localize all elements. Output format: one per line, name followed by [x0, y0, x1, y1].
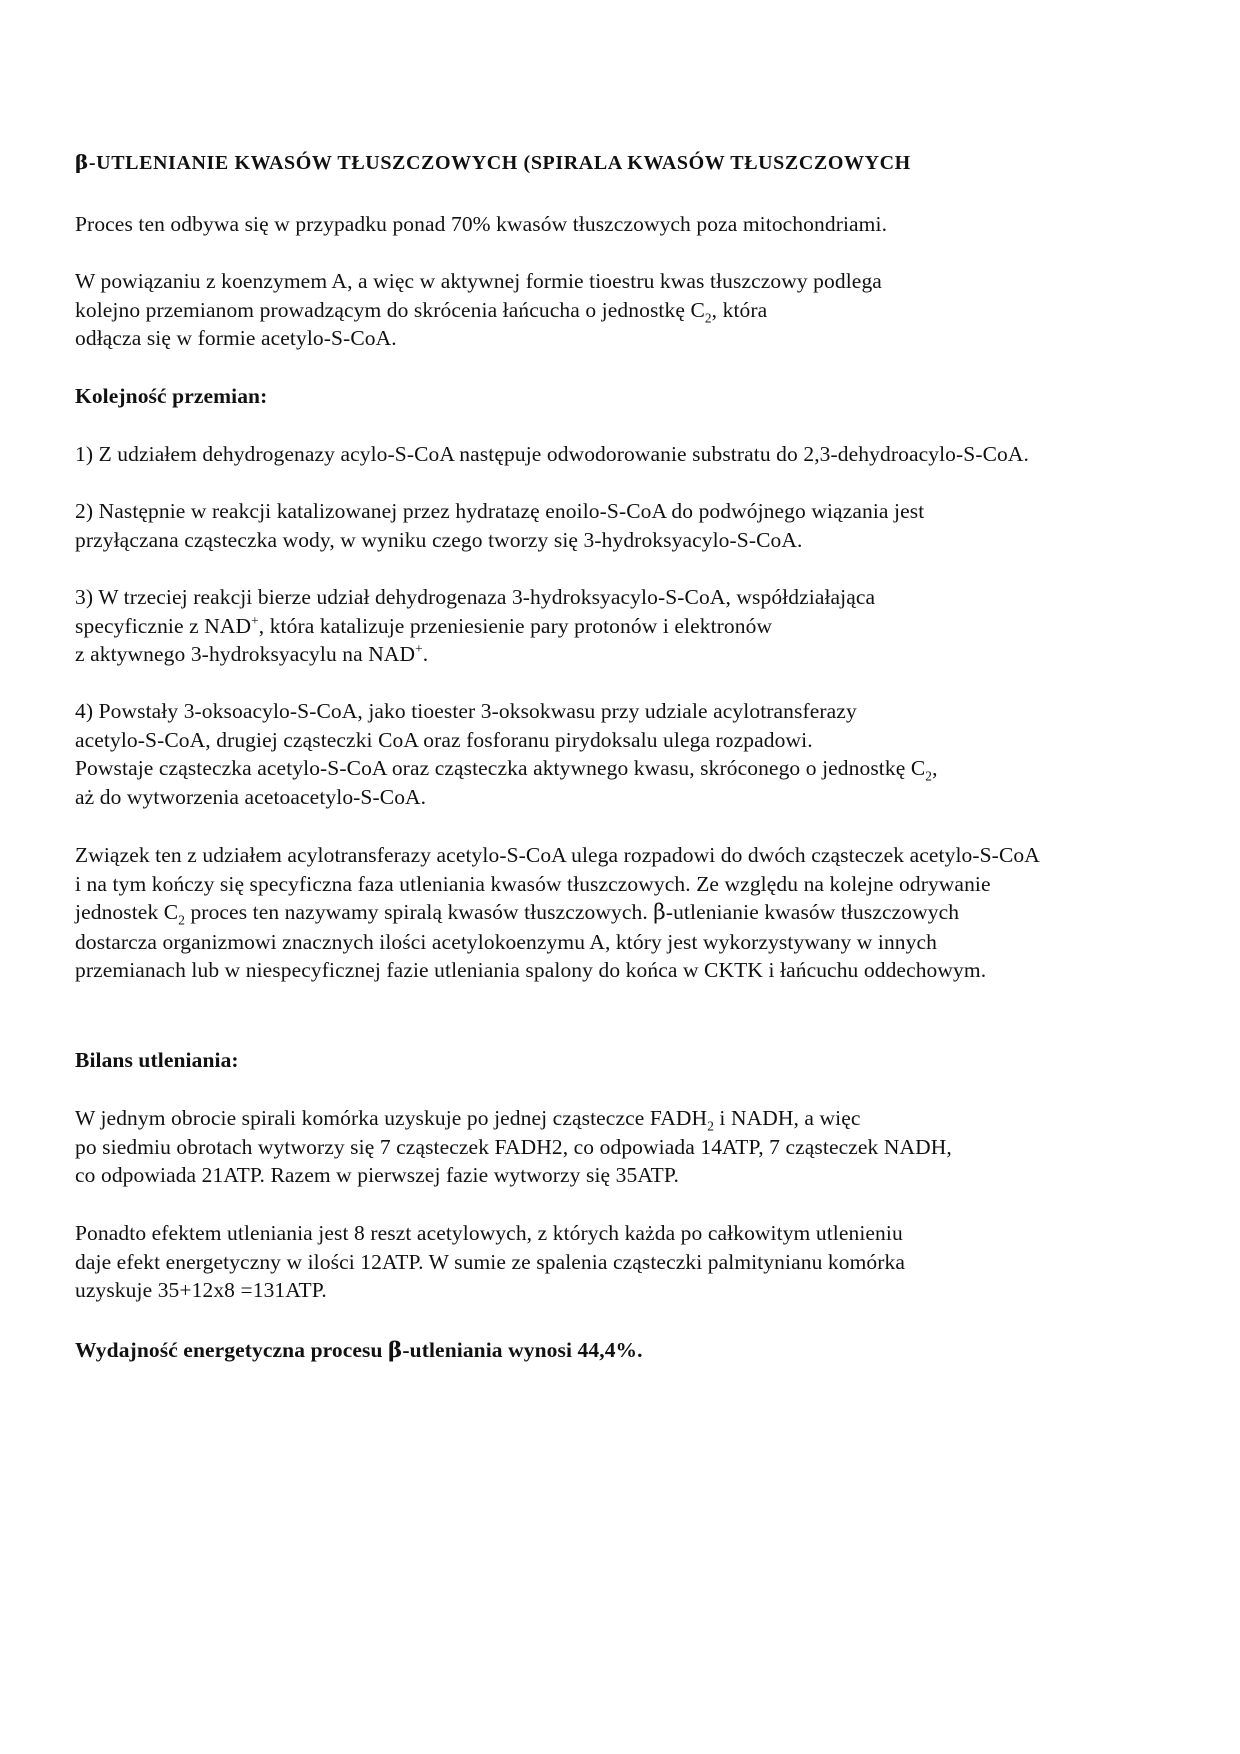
balance-paragraph-2: Ponadto efektem utleniania jest 8 reszt acetylowych, z których każda po całkowitym utlenieniu daje efekt energetyczny w ilości 12ATP. W sumie ze spalenia cząsteczki palmitynianu komórka uzyskuje 35+12x8 =131ATP.	[75, 1221, 906, 1302]
step-1: 1) Z udziałem dehydrogenazy acylo-S-CoA następuje odwodorowanie substratu do 2,3-dehydroacylo-S-CoA.	[75, 442, 1029, 466]
title-text: -UTLENIANIE KWASÓW TŁUSZCZOWYCH (SPIRALA KWASÓW TŁUSZCZOWYCH	[88, 152, 911, 174]
beta-symbol: β	[75, 150, 89, 174]
intro-paragraph: Proces ten odbywa się w przypadku ponad 70% kwasów tłuszczowych poza mitochondriami.	[75, 212, 888, 236]
step-2: 2) Następnie w reakcji katalizowanej przez hydratazę enoilo-S-CoA do podwójnego wiązania jest przyłączana cząsteczka wody, w wyniku czego tworzy się 3-hydroksyacylo-S-CoA.	[75, 499, 925, 552]
page-title	[75, 148, 911, 178]
section-heading-balance: Bilans utleniania:	[75, 1048, 239, 1072]
section-heading-sequence: Kolejność przemian:	[75, 384, 268, 408]
coenzyme-paragraph: W powiązaniu z koenzymem A, a więc w aktywnej formie tioestru kwas tłuszczowy podlega kolejno przemianom prowadzącym do skrócenia łańcucha o jednostkę $C_2$, która odłącza się w formie acetylo-S-CoA.	[75, 269, 882, 350]
conclusion-statement: Wydajność energetyczna procesu β-utleniania wynosi 44,4%.	[75, 1338, 643, 1363]
step-3: 3) W trzeciej reakcji bierze udział dehydrogenaza 3-hydroksyacylo-S-CoA, współdziałająca specyficznie z NAD+, która katalizuje przeniesienie pary protonów i elektronów z aktywnego 3-hydroksyacylu na NAD+.	[75, 585, 876, 666]
summary-paragraph: Związek ten z udziałem acylotransferazy acetylo-S-CoA ulega rozpadowi do dwóch cząsteczek acetylo-S-CoA i na tym kończy się specyficzna faza utleniania kwasów tłuszczowych. Ze względu na kolejne odrywanie jednostek $C_2$ proces ten nazywamy spiralą kwasów tłuszczowych. β-utlenianie kwasów tłuszczowych dostarcza organizmowi znacznych ilości acetylokoenzymu A, który jest wykorzystywany w innych przemianach lub w niespecyficznej fazie utleniania spalony do końca w CKTK i łańcuchu oddechowym.	[75, 843, 1040, 982]
balance-paragraph-1: W jednym obrocie spirali komórka uzyskuje po jednej cząsteczce $FADH_2$ i NADH, a więc po siedmiu obrotach wytworzy się 7 cząsteczek FADH2, co odpowiada 14ATP, 7 cząsteczek NADH, co odpowiada 21ATP. Razem w pierwszej fazie wytworzy się 35ATP.	[75, 1106, 952, 1187]
step-4: 4) Powstały 3-oksoacylo-S-CoA, jako tioester 3-oksokwasu przy udziale acylotransferazy acetylo-S-CoA, drugiej cząsteczki CoA oraz fosforanu pirydoksalu ulega rozpadowi. Powstaje cząsteczka acetylo-S-CoA oraz cząsteczka aktywnego kwasu, skróconego o jednostkę $C_2$, aż do wytworzenia acetoacetylo-S-CoA.	[75, 699, 938, 809]
